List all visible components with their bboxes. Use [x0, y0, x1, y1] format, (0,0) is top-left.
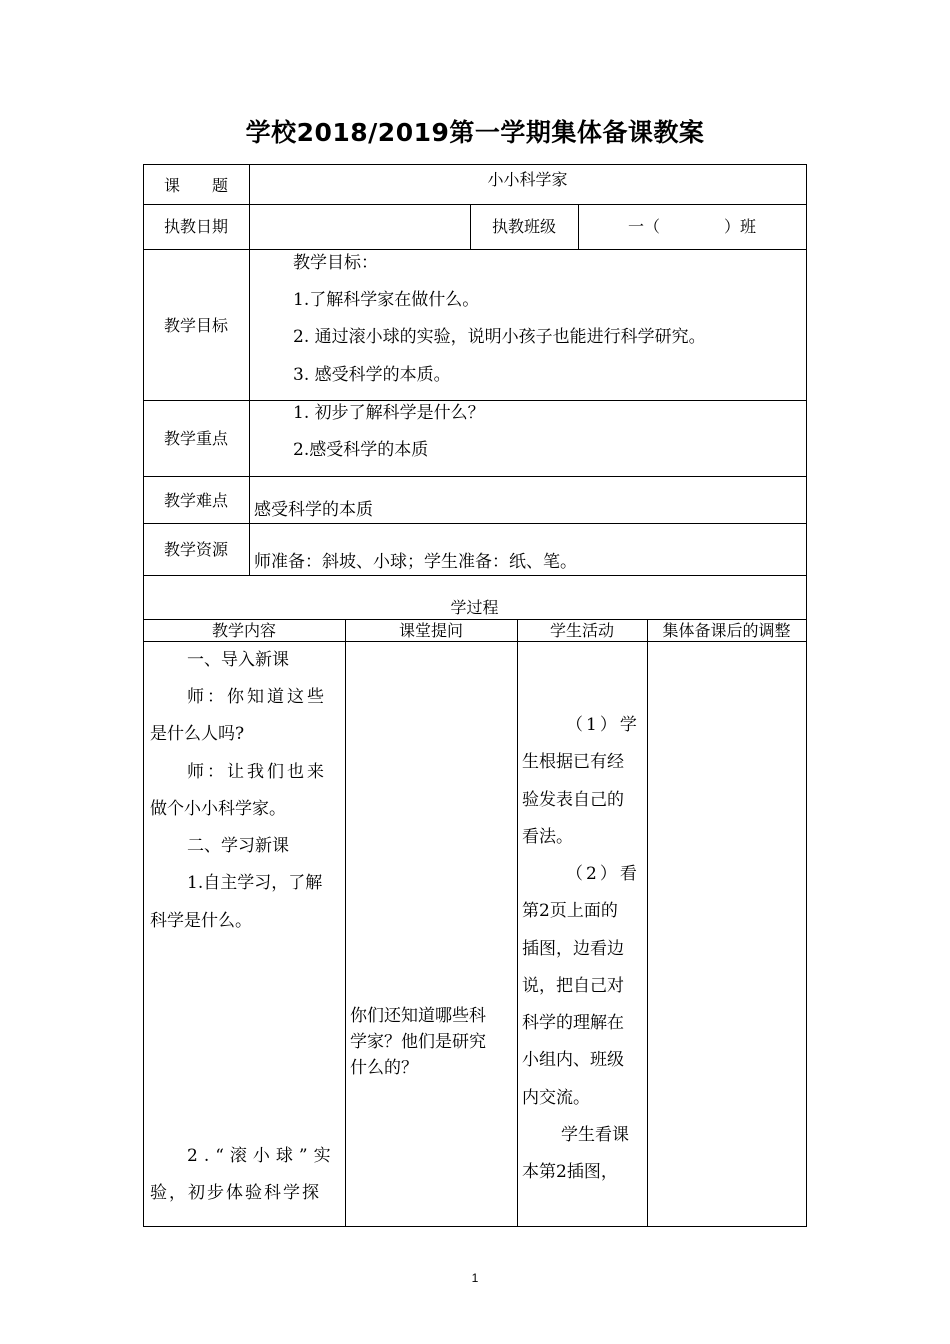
- activity-line: 内交流。: [522, 1088, 590, 1108]
- key-points-line: 2.感受科学的本质: [293, 440, 429, 460]
- date-label: 执教日期: [163, 217, 228, 236]
- row-divider: [143, 619, 807, 620]
- activity-line: 科学的理解在: [522, 1013, 624, 1033]
- content-line: 二、学习新课: [187, 836, 289, 856]
- column-header: 学生活动: [549, 621, 614, 640]
- row-divider: [143, 641, 807, 642]
- topic-label: 课 题: [163, 176, 228, 195]
- question-line: 什么的？: [350, 1058, 418, 1078]
- content-line: 科学是什么。: [150, 911, 252, 931]
- row-divider: [143, 204, 807, 205]
- activity-line: 生根据已有经: [522, 752, 624, 772]
- row-divider: [143, 523, 807, 524]
- content-line: 师：你知道这些: [187, 687, 327, 707]
- content-line: 师：让我们也来: [187, 762, 327, 782]
- activity-line: 说，把自己对: [522, 976, 624, 996]
- process-label: 学过程: [450, 598, 499, 617]
- col-divider: [647, 619, 648, 1226]
- objectives-label: 教学目标: [163, 316, 228, 335]
- class-label: 执教班级: [491, 217, 556, 236]
- question-line: 学家？他们是研究: [350, 1032, 486, 1052]
- class-value: 一（ ）班: [627, 217, 756, 236]
- activity-line: 本第2插图，: [522, 1162, 618, 1182]
- objectives-line: 3. 感受科学的本质。: [293, 365, 451, 385]
- column-header: 集体备课后的调整: [662, 621, 791, 640]
- col-divider: [517, 619, 518, 1226]
- topic-value: 小小科学家: [487, 170, 568, 189]
- resources-label: 教学资源: [163, 540, 228, 559]
- key-points-line: 1. 初步了解科学是什么？: [293, 403, 485, 423]
- column-header: 教学内容: [211, 621, 276, 640]
- activity-line: 看法。: [522, 827, 573, 847]
- table-border-right: [806, 164, 807, 1227]
- difficulty-value: 感受科学的本质: [254, 500, 373, 520]
- objectives-line: 教学目标：: [293, 253, 378, 273]
- activity-line: （2）看: [566, 864, 640, 884]
- activity-line: （1）学: [566, 715, 640, 735]
- page-title: 学校2018/2019第一学期集体备课教案: [245, 118, 705, 147]
- content-line: 做个小小科学家。: [150, 799, 286, 819]
- content-line: 一、导入新课: [187, 650, 289, 670]
- activity-line: 第2页上面的: [522, 901, 618, 921]
- objectives-line: 2. 通过滚小球的实验，说明小孩子也能进行科学研究。: [293, 327, 706, 347]
- row-divider: [143, 476, 807, 477]
- objectives-line: 1.了解科学家在做什么。: [293, 290, 480, 310]
- row-divider: [143, 400, 807, 401]
- activity-line: 插图，边看边: [522, 939, 624, 959]
- row-divider: [143, 164, 807, 165]
- activity-line: 学生看课: [561, 1125, 629, 1145]
- content-line: 1.自主学习，了解: [187, 873, 323, 893]
- difficulty-label: 教学难点: [163, 491, 228, 510]
- row-divider: [143, 249, 807, 250]
- page-number: 1: [471, 1271, 479, 1285]
- col-divider: [345, 619, 346, 1226]
- activity-line: 验发表自己的: [522, 790, 624, 810]
- content-line: 验，初步体验科学探: [150, 1183, 321, 1203]
- column-header: 课堂提问: [398, 621, 463, 640]
- key-points-label: 教学重点: [163, 429, 228, 448]
- question-line: 你们还知道哪些科: [350, 1006, 486, 1026]
- col-divider: [249, 164, 250, 575]
- row-divider: [143, 575, 807, 576]
- content-line: 2.“滚小球”实: [187, 1146, 337, 1166]
- activity-line: 小组内、班级: [522, 1050, 624, 1070]
- content-line: 是什么人吗?: [150, 724, 245, 744]
- table-border-bottom: [143, 1226, 807, 1227]
- resources-value: 师准备：斜坡、小球；学生准备：纸、笔。: [254, 552, 577, 572]
